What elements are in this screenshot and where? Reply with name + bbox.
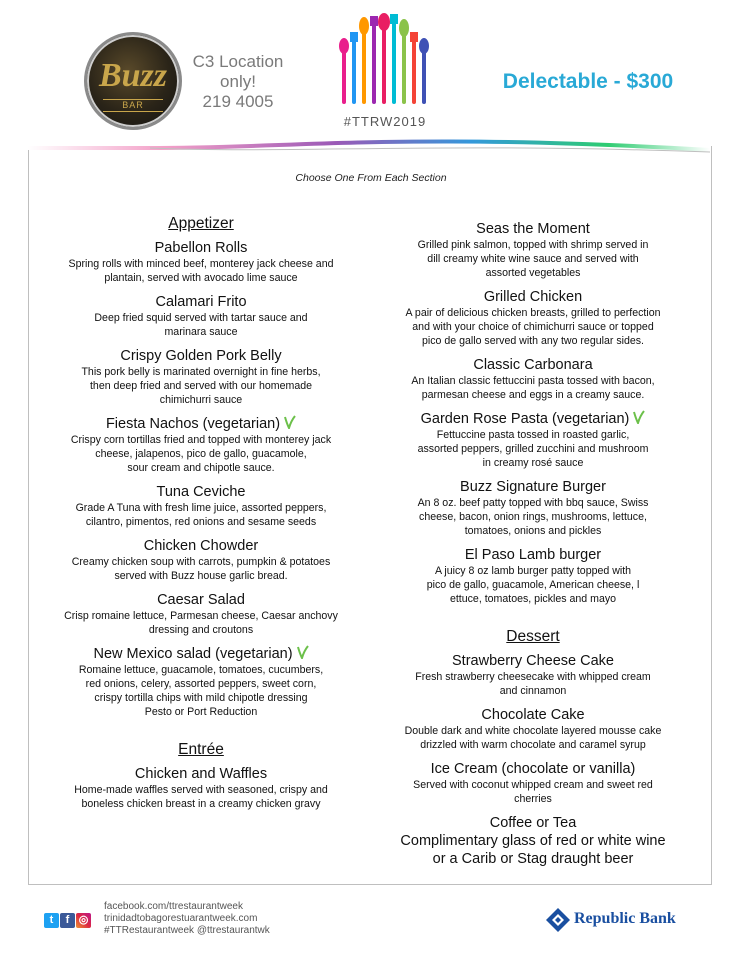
dessert-title: Dessert	[506, 628, 560, 645]
menu-item	[378, 410, 688, 470]
item-name: Seas the Moment	[476, 221, 590, 237]
phone-number: 219 4005	[202, 92, 274, 111]
item-name: Classic Carbonara	[473, 357, 593, 373]
menu-item	[40, 483, 362, 529]
menu-item	[40, 537, 362, 583]
menu-item	[40, 293, 362, 339]
item-name: New Mexico salad (vegetarian)	[40, 645, 362, 663]
item-name: Calamari Frito	[155, 294, 247, 310]
decorative-swoosh	[0, 130, 742, 170]
item-desc: Double dark and white chocolate layered mousse cake drizzled with warm chocolate and caramel syrup	[404, 725, 662, 751]
item-name: Chocolate Cake	[481, 707, 585, 723]
item-name: Fiesta Nachos (vegetarian)	[40, 415, 362, 433]
item-desc: Deep fried squid served with tartar sauce and marinara sauce	[94, 312, 308, 338]
menu-item	[378, 546, 688, 606]
item-name: Tuna Ceviche	[156, 484, 246, 500]
item-name: Pabellon Rolls	[154, 240, 248, 256]
item-name: Chicken Chowder	[143, 538, 259, 554]
item-desc: An Italian classic fettuccini pasta tossed with bacon, parmesan cheese and eggs in a creamy sauce.	[411, 375, 655, 401]
item-desc: Fresh strawberry cheesecake with whipped cream and cinnamon	[415, 671, 651, 697]
menu-item	[378, 288, 688, 348]
item-desc: Spring rolls with minced beef, monterey jack cheese and plantain, served with avocado lime sauce	[68, 258, 334, 284]
choose-instruction: Choose One From Each Section	[295, 172, 447, 184]
cutlery-logo-icon	[334, 10, 434, 106]
entree-title: Entrée	[178, 741, 224, 758]
item-name: Strawberry Cheese Cake	[452, 653, 614, 669]
republic-bank-logo-icon	[544, 906, 572, 934]
menu-item	[40, 347, 362, 407]
item-desc: Crispy corn tortillas fried and topped with monterey jack cheese, jalapenos, pico de gallo, guacamole, sour cream and chipotle sauce.	[70, 434, 332, 474]
drink-line: Complimentary glass of red or white wine	[400, 833, 666, 849]
item-desc: Home-made waffles served with seasoned, crispy and boneless chicken breast in a creamy chicken gravy	[74, 784, 328, 810]
item-desc: Served with coconut whipped cream and sweet red cherries	[413, 779, 653, 805]
menu-item	[40, 591, 362, 637]
menu-item	[378, 220, 688, 280]
left-menu-column	[40, 215, 362, 819]
price-label: Delectable - $300	[502, 70, 674, 93]
menu-item	[378, 478, 688, 538]
menu-item	[40, 415, 362, 475]
footer-links	[104, 901, 270, 937]
event-hashtag: #TTRW2019	[343, 114, 427, 129]
item-desc: This pork belly is marinated overnight in fine herbs, then deep fried and served with our homemade chimichurri sauce	[81, 366, 321, 406]
instagram-icon[interactable]: ◎	[76, 913, 91, 928]
item-desc: A pair of delicious chicken breasts, grilled to perfection and with your choice of chimichurri sauce or topped pico de gallo served with any two regular sides.	[405, 307, 661, 347]
item-name: Crispy Golden Pork Belly	[120, 348, 282, 364]
drink-line: or a Carib or Stag draught beer	[432, 851, 634, 867]
location-line: C3 Location	[192, 52, 284, 71]
item-desc: A juicy 8 oz lamb burger patty topped with pico de gallo, guacamole, American cheese, l ettuce, tomatoes, pickles and mayo	[426, 565, 640, 605]
item-name: Chicken and Waffles	[134, 766, 268, 782]
drink-line: Coffee or Tea	[489, 815, 577, 831]
item-name: Ice Cream (chocolate or vanilla)	[430, 761, 636, 777]
item-desc: Grade A Tuna with fresh lime juice, assorted peppers, cilantro, pimentos, red onions and sesame seeds	[75, 502, 327, 528]
item-name: Garden Rose Pasta (vegetarian)	[378, 410, 688, 428]
item-desc: Fettuccine pasta tossed in roasted garlic, assorted peppers, grilled zucchini and mushroom in creamy rosé sauce	[417, 429, 649, 469]
menu-item	[378, 652, 688, 698]
location-info	[186, 52, 290, 112]
website-link[interactable]: trinidadtobagorestuarantweek.com	[104, 913, 258, 924]
item-desc: An 8 oz. beef patty topped with bbq sauce, Swiss cheese, bacon, onion rings, mushrooms, lettuce, tomatoes, onions and pickles	[417, 497, 649, 537]
item-name: El Paso Lamb burger	[464, 547, 602, 563]
twitter-icon[interactable]: t	[44, 913, 59, 928]
item-desc: Crisp romaine lettuce, Parmesan cheese, Caesar anchovy dressing and croutons	[64, 610, 338, 636]
menu-item	[40, 765, 362, 811]
vegetarian-leaf-icon	[295, 645, 309, 659]
menu-item	[40, 645, 362, 719]
hashtag-handles: #TTRestaurantweek @ttrestaurantwk	[104, 925, 270, 936]
vegetarian-leaf-icon	[282, 415, 296, 429]
facebook-link[interactable]: facebook.com/ttrestaurantweek	[104, 901, 243, 912]
right-menu-column	[378, 220, 688, 868]
drinks-section	[378, 814, 688, 868]
menu-item	[378, 356, 688, 402]
vegetarian-leaf-icon	[631, 410, 645, 424]
menu-item	[40, 239, 362, 285]
menu-item	[378, 760, 688, 806]
appetizer-title: Appetizer	[168, 215, 234, 232]
logo-word: Buzz	[98, 57, 168, 94]
item-name: Caesar Salad	[157, 592, 245, 608]
item-name: Grilled Chicken	[483, 289, 583, 305]
item-desc: Romaine lettuce, guacamole, tomatoes, cucumbers, red onions, celery, assorted peppers, sweet corn, crispy tortilla chips with mild chipotle dressing Pesto or Port Reduction	[78, 664, 324, 718]
item-desc: Grilled pink salmon, topped with shrimp served in dill creamy white wine sauce and served with assorted vegetables	[417, 239, 649, 279]
location-line: only!	[220, 72, 256, 91]
logo-sub: BAR	[103, 99, 163, 112]
social-icons	[44, 913, 92, 931]
facebook-icon[interactable]: f	[60, 913, 75, 928]
item-name: Buzz Signature Burger	[460, 479, 606, 495]
buzz-bar-logo	[84, 32, 182, 130]
bank-name: Republic Bank	[574, 910, 676, 927]
menu-item	[378, 706, 688, 752]
item-desc: Creamy chicken soup with carrots, pumpkin & potatoes served with Buzz house garlic bread.	[71, 556, 331, 582]
